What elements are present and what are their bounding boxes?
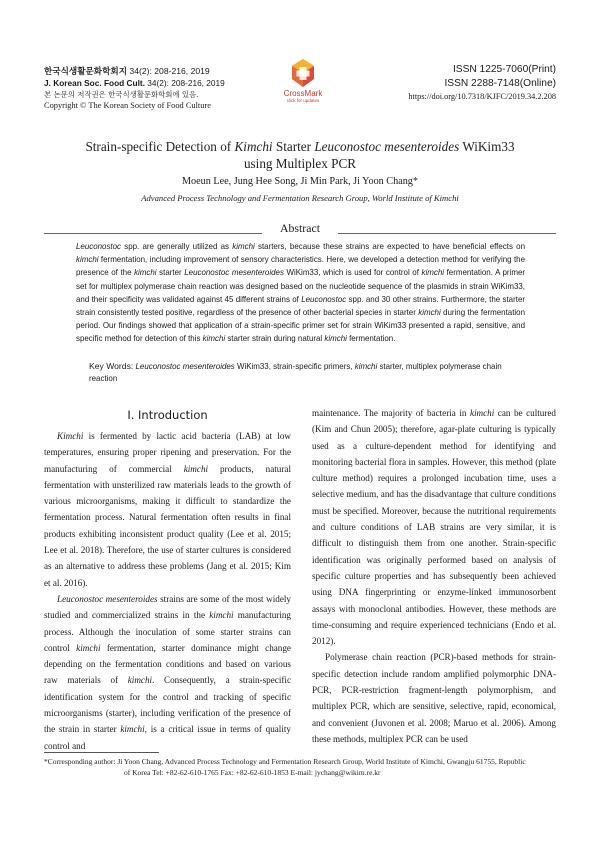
paragraph: Kimchi is fermented by lactic acid bacteria (LAB) at low temperatures, ensuring proper ripening and preservation. For the manufacturing of commercial kimchi products, natural fermentation with unsterilized raw materials leads to the growth of various microorganisms, making it difficult to standardize the fermentation process. Natural fermentation often results in final products exhibiting inconsistent product quality (Lee et al. 2015; Lee et al. 2018). Therefore, the use of starter cultures is considered as an alternative to address these problems (Jang et al. 2015; Kim et al. 2016). <box>44 431 291 588</box>
abstract-body: Leuconostoc spp. are generally utilized as kimchi starters, because these strains are expected to have beneficial effects on kimchi fermentation, including improvement of sensory characteristics. Here, we developed a detection method for verifying the presence of the kimchi starter Leuconostoc mesenteroides WiKim33, which is used for control of kimchi fermentation. A primer set for multiplex polymerase chain reaction was designed based on the nucleotide sequence of the plasmids in strain WiKim33, and their specificity was validated against 45 different strains of Leuconostoc spp. and 30 other strains. Furthermore, the starter strain consistently tested positive, regardless of the presence of other bacterial species in starter kimchi during the fermentation period. Our findings showed that application of a strain-specific primer set for strain WiKim33 presented a rapid, sensitive, and specific method for detection of this kimchi starter strain during natural kimchi fermentation. <box>76 242 526 344</box>
issn-print: ISSN 1225-7060(Print) <box>452 64 556 75</box>
journal-title-english: J. Korean Soc. Food Cult. 34(2): 208-216, 2019 <box>44 78 225 88</box>
journal-header <box>44 66 225 111</box>
journal-title-korean: 한국식생활문화학회지 34(2): 208-216, 2019 <box>44 66 210 77</box>
author-list: Moeun Lee, Jung Hee Song, Ji Min Park, Ji Yoon Chang* <box>181 176 418 187</box>
issn-online: ISSN 2288-7148(Online) <box>444 78 556 89</box>
issn-block <box>408 63 556 103</box>
body-left-column <box>44 428 291 754</box>
crossmark-label: CrossMark <box>283 89 323 98</box>
footnote-line-1: *Corresponding author: Ji Yoon Chang, Advanced Process Technology and Fermentation Research Group, World Institute of Kimchi, Gwangju 61755, Republic <box>44 757 526 766</box>
footnote-divider <box>44 752 159 753</box>
copyright-korean: 본 논문의 저작권은 한국식생활문화학회에 있음. <box>44 90 199 99</box>
copyright-english: Copyright © The Korean Society of Food Culture <box>44 101 211 110</box>
title-line-1: Strain-specific Detection of Kimchi Starter Leuconostoc mesenteroides WiKim33 <box>85 139 515 154</box>
keywords: Key Words: Leuconostoc mesenteroides WiKim33, strain-specific primers, kimchi starter, multiplex polymerase chain reaction <box>89 361 502 383</box>
paragraph: Leuconostoc mesenteroides strains are some of the most widely studied and commercialized strains in the kimchi manufacturing process. Although the inoculation of some starter strains can control kimchi fermentation, starter dominance might change depending on the fermentation conditions and based on various raw materials of kimchi. Consequently, a strain-specific identification system for the control and tracking of specific microorganisms (starter), including verification of the presence of the strain in starter kimchi, is a critical issue in terms of quality control and <box>44 593 291 751</box>
body-right-column <box>312 405 556 747</box>
paragraph: maintenance. The majority of bacteria in kimchi can be cultured (Kim and Chun 2005); therefore, agar-plate culturing is typically used as a culture-dependent method for identifying and monitoring bacterial flora in samples. However, this method (plate culture method) requires a prolonged incubation time, uses a selective medium, and has the disadvantage that culture conditions must be specified. Moreover, because the nutritional requirements and culture conditions of LAB strains are very similar, it is difficult to distinguish them from one another. Strain-specific identification was originally performed based on analysis of specific culture properties and has subsequently been achieved using DNA fingerprinting or enzyme-linked immunosorbent assays with monoclonal antibodies. However, these methods are time-consuming and require experienced technicians (Endo et al. 2012). <box>312 408 556 647</box>
article-title <box>60 138 540 172</box>
crossmark-badge[interactable] <box>278 58 328 103</box>
crossmark-sublabel: click for updates <box>286 98 320 103</box>
corresponding-author-footnote <box>44 756 556 778</box>
doi-link[interactable]: https://doi.org/10.7318/KJFC/2019.34.2.208 <box>408 92 556 101</box>
keywords-label: Key Words: <box>89 361 134 371</box>
paragraph: Polymerase chain reaction (PCR)-based methods for strain-specific detection include random amplified polymorphic DNA-PCR, PCR-restriction fragment-length polymorphism, and multiplex PCR, which are sensitive, selective, rapid, economical, and convenient (Juvonen et al. 2008; Maruo et al. 2006). Among these methods, multiplex PCR can be used <box>312 652 556 744</box>
footnote-line-2: of Korea Tel: +82-62-610-1765 Fax: +82-62-610-1853 E-mail: jychang@wikim.re.kr <box>124 768 381 777</box>
crossmark-icon <box>290 58 316 88</box>
abstract-heading: Abstract <box>280 221 320 235</box>
title-line-2: using Multiplex PCR <box>243 156 357 171</box>
section-heading-introduction: I. Introduction <box>127 408 208 422</box>
affiliation: Advanced Process Technology and Fermentation Research Group, World Institute of Kimchi <box>141 193 459 203</box>
